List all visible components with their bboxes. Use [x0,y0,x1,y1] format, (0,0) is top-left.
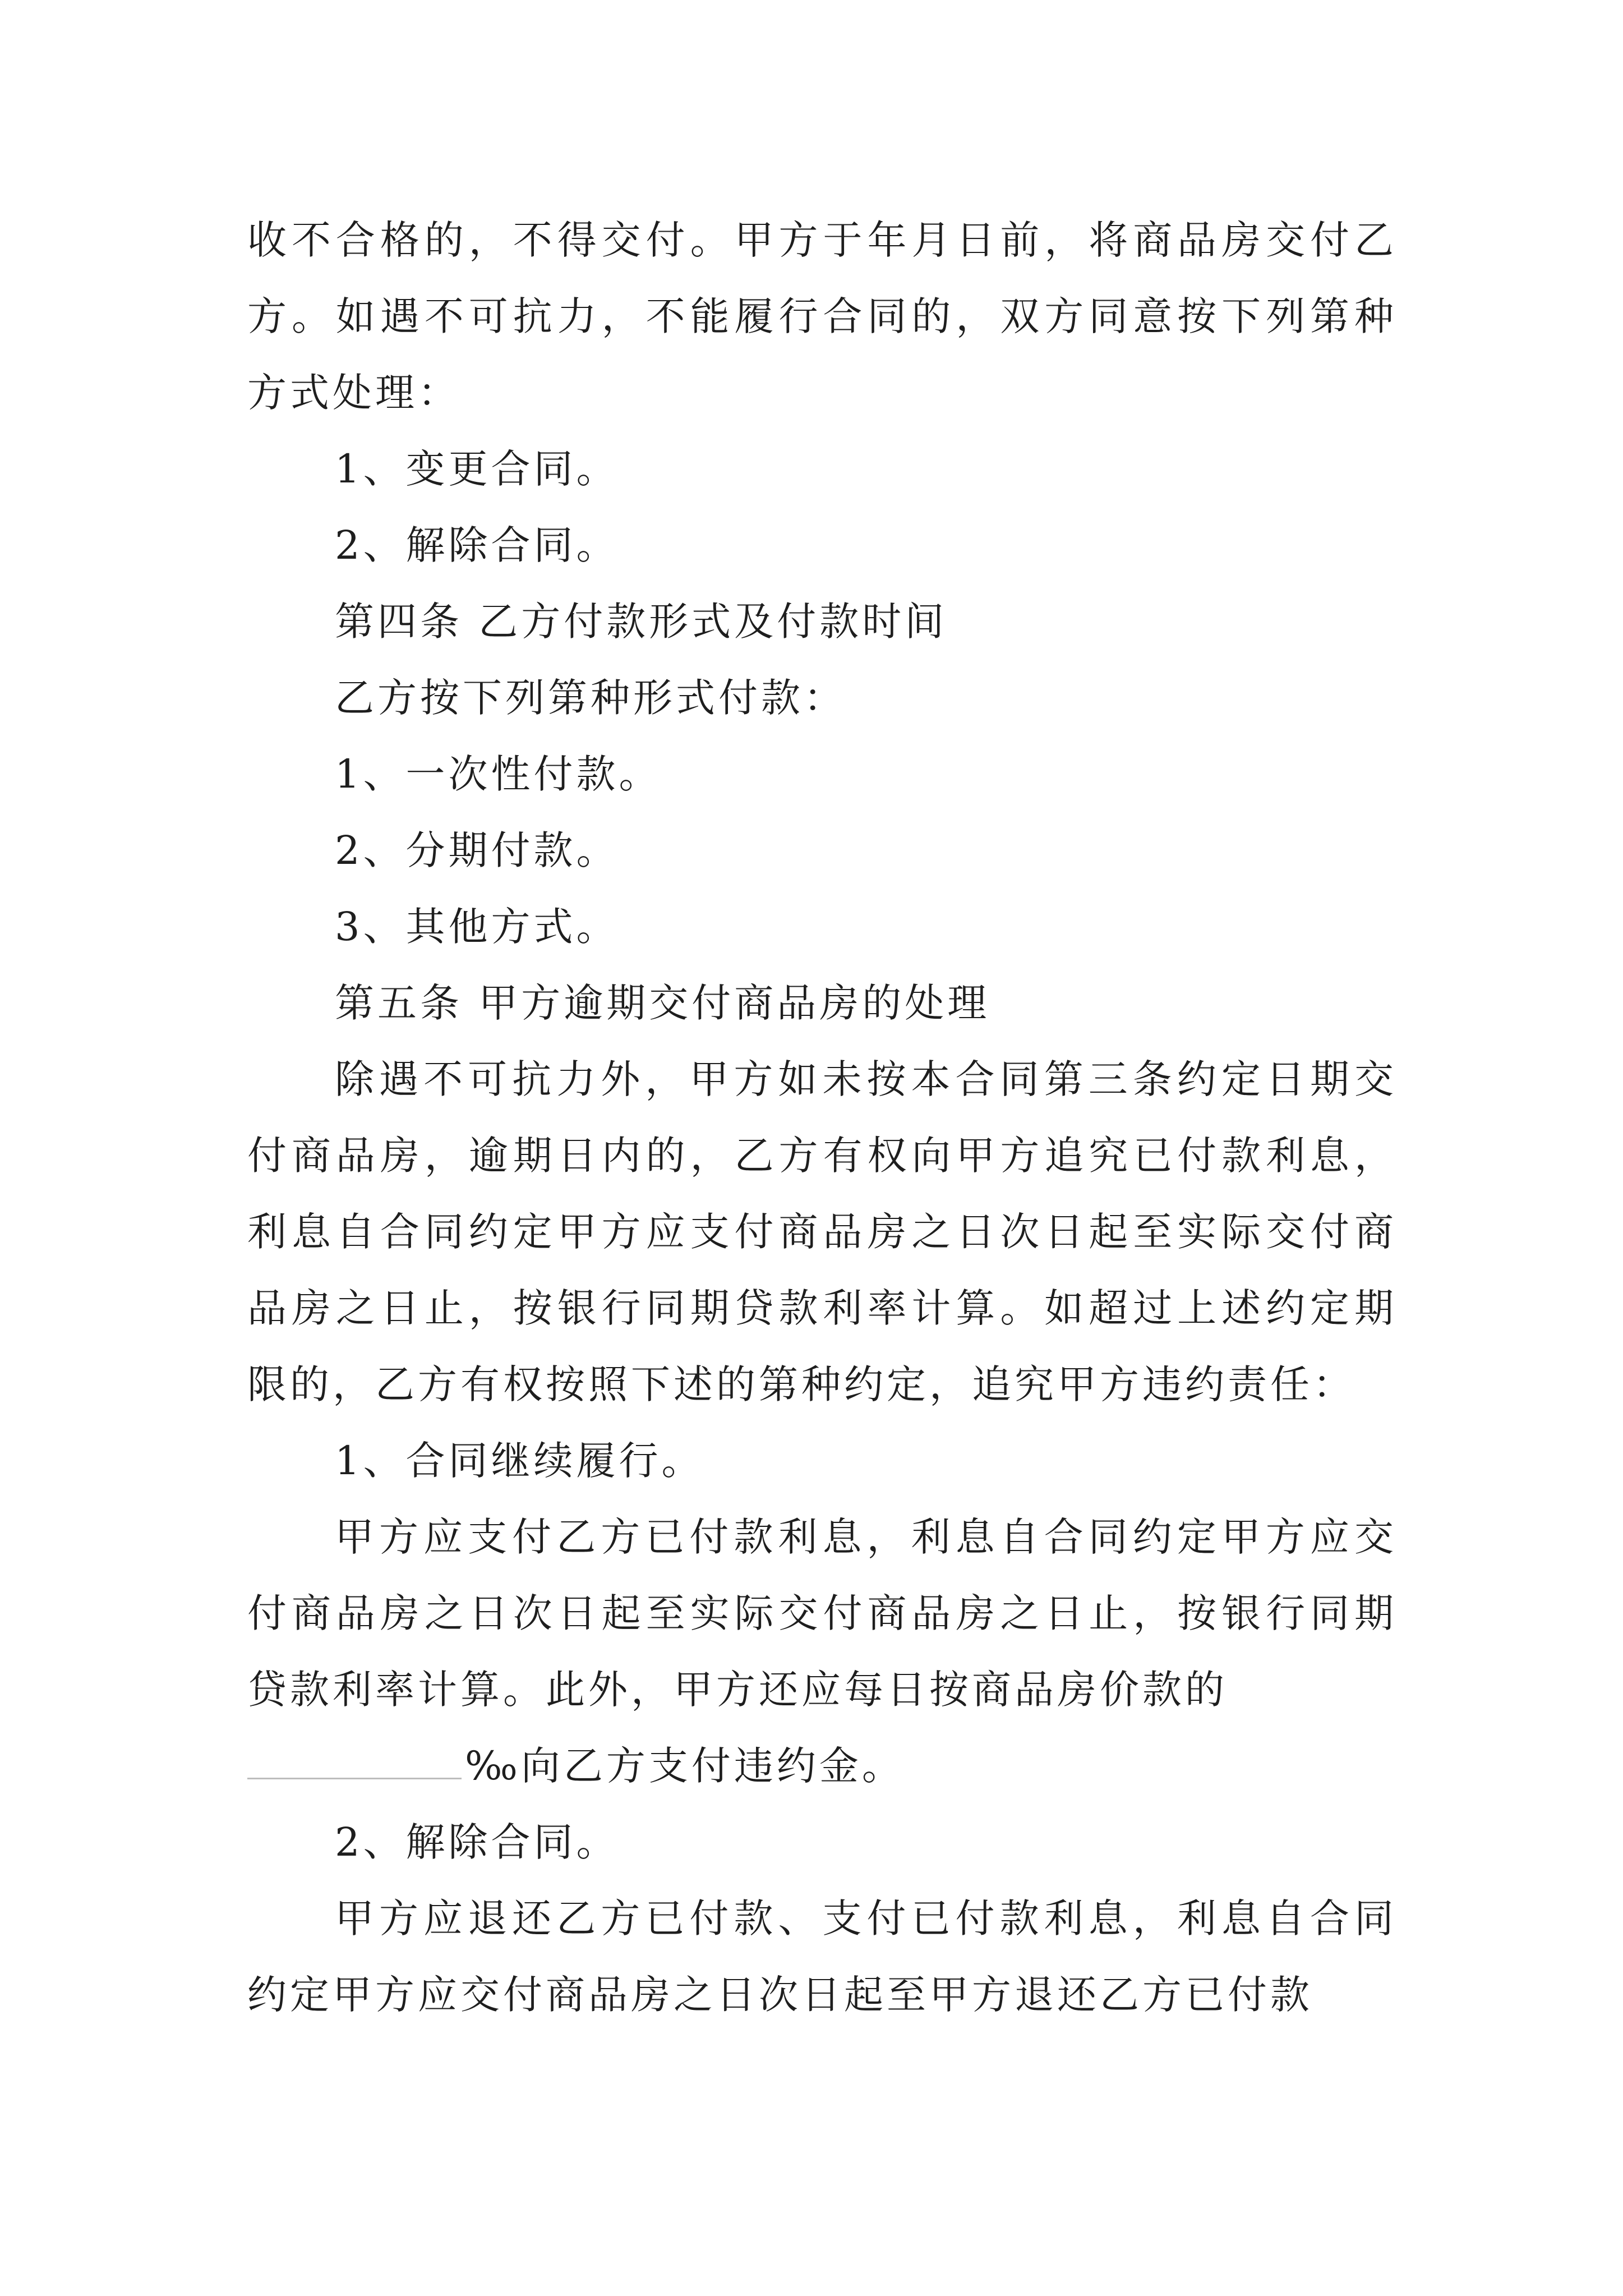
list-item-terminate-contract: 2、解除合同。 [335,522,619,568]
list-item-terminate-contract-2: 2、解除合同。 [335,1819,619,1865]
list-item-continue-contract: 1、合同继续履行。 [335,1438,704,1484]
paragraph-payment-method-intro: 乙方按下列第种形式付款： [335,675,846,721]
list-item-other-method: 3、其他方式。 [335,904,619,950]
paragraph-late-delivery: 除遇不可抗力外，甲方如未按本合同第三条约定日期交付商品房，逾期日内的，乙方有权向甲方追究已付款利息，利息自合同约定甲方应支付商品房之日次日起至实际交付商品房之日止，按银行同期贷款利率计算。如超过上述约定期限的，乙方有权按照下述的第种约定，追究甲方违约责任： [247,1056,1397,1407]
paragraph-refund: 甲方应退还乙方已付款、支付已付款利息，利息自合同约定甲方应交付商品房之日次日起至甲方退还乙方已付款 [247,1895,1397,2018]
paragraph-penalty-line [247,1728,1397,1804]
list-item-lump-sum: 1、一次性付款。 [335,751,662,797]
paragraph-delivery-continued: 收不合格的，不得交付。甲方于年月日前，将商品房交付乙方。如遇不可抗力，不能履行合同的，双方同意按下列第种方式处理： [247,217,1397,416]
article-4-heading: 第四条 乙方付款形式及付款时间 [335,599,948,645]
list-item-installment: 2、分期付款。 [335,827,619,873]
contract-text [247,202,1397,2033]
paragraph-interest-payment: 甲方应支付乙方已付款利息，利息自合同约定甲方应交付商品房之日次日起至实际交付商品房之日止，按银行同期贷款利率计算。此外，甲方还应每日按商品房价款的 [247,1514,1397,1713]
list-item-modify-contract: 1、变更合同。 [335,446,619,492]
fill-in-blank [247,1778,462,1779]
penalty-text: ‰向乙方支付违约金。 [465,1743,905,1789]
article-5-heading: 第五条 甲方逾期交付商品房的处理 [335,980,990,1026]
